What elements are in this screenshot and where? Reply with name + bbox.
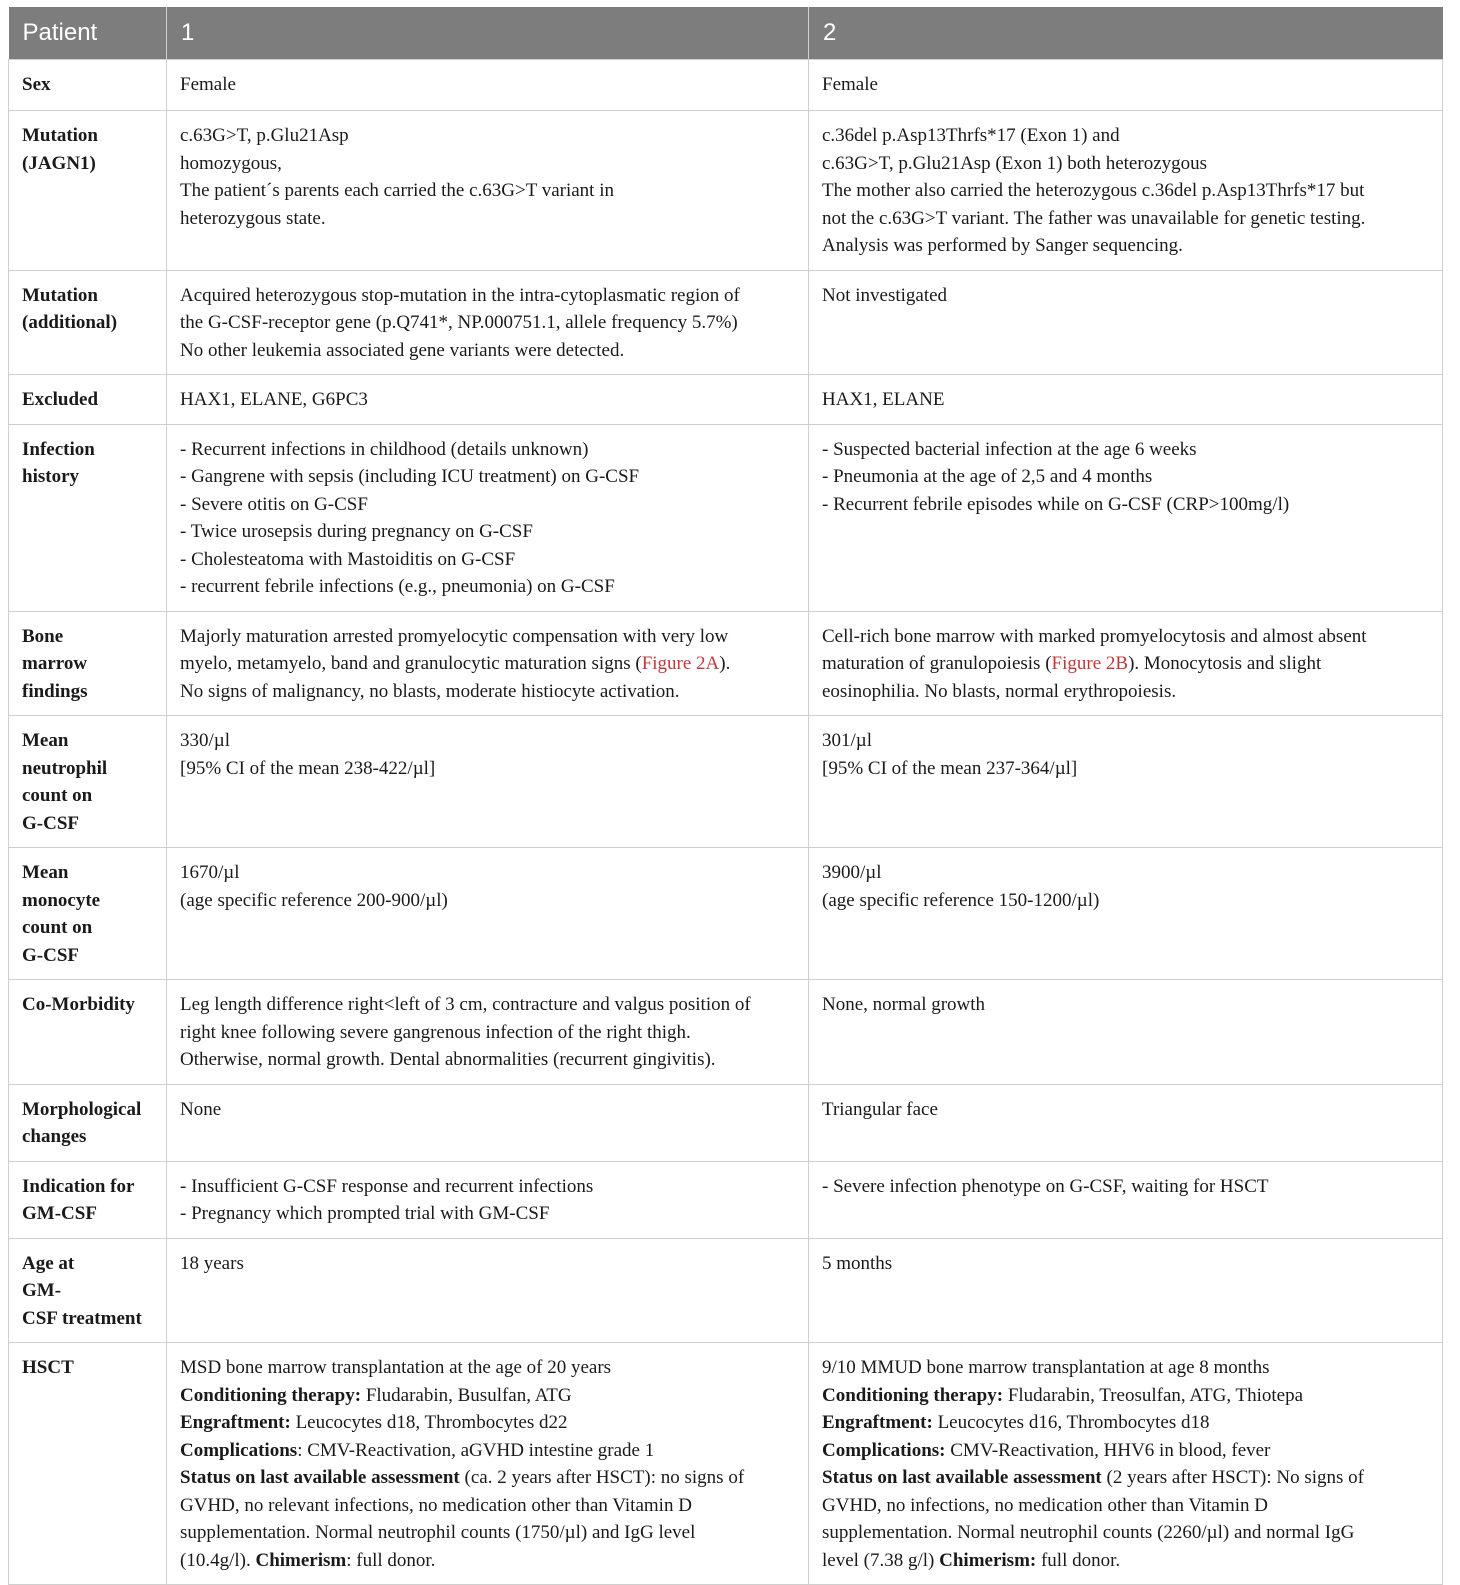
mutation-jagn1-p2 — [809, 111, 1443, 271]
header-patient-2: 2 — [809, 7, 1443, 60]
morphological-changes-p1: None — [167, 1084, 809, 1161]
text-fragment: (2 years after HSCT): No signs of — [1101, 1467, 1365, 1488]
row-neutrophil-count — [9, 716, 1443, 848]
mutation-jagn1-p1 — [167, 111, 809, 271]
text-line: The mother also carried the heterozygous c.36del p.Asp13Thrfs*17 but — [822, 180, 1365, 201]
label-monocyte-count — [9, 848, 167, 980]
row-morphological-changes — [9, 1084, 1443, 1161]
label-mutation-additional — [9, 270, 167, 375]
text-line — [180, 1437, 795, 1465]
label-line: (JAGN1) — [22, 152, 96, 174]
text-line: not the c.63G>T variant. The father was unavailable for genetic testing. — [822, 207, 1366, 229]
header-row — [9, 7, 1443, 60]
text-line — [180, 1382, 795, 1410]
figure-2b-link[interactable]: Figure 2B — [1051, 653, 1129, 674]
row-bone-marrow — [9, 611, 1443, 716]
sex-p1: Female — [167, 60, 809, 111]
text-line: - Pregnancy which prompted trial with GM-CSF — [180, 1203, 550, 1224]
morphological-changes-p2: Triangular face — [809, 1084, 1443, 1161]
text-line: GVHD, no relevant infections, no medication other than Vitamin D — [180, 1494, 692, 1516]
row-mutation-jagn1 — [9, 111, 1443, 271]
indication-p2: - Severe infection phenotype on G-CSF, waiting for HSCT — [809, 1161, 1443, 1238]
excluded-p2: HAX1, ELANE — [809, 375, 1443, 425]
label-line: Bone — [22, 625, 64, 647]
row-excluded — [9, 375, 1443, 425]
text-fragment: Fludarabin, Treosulfan, ATG, Thiotepa — [1003, 1384, 1303, 1406]
bone-marrow-p2 — [809, 611, 1443, 716]
text-line — [822, 650, 1429, 678]
indication-p1 — [167, 1161, 809, 1238]
text-fragment: maturation of granulopoiesis ( — [822, 653, 1052, 674]
text-line: 3900/µl — [822, 862, 882, 883]
neutrophil-count-p1 — [167, 716, 809, 848]
text-line — [180, 1464, 795, 1492]
text-line: Cell-rich bone marrow with marked promyelocytosis and almost absent — [822, 625, 1367, 647]
text-line: - Severe otitis on G-CSF — [180, 493, 368, 515]
label-line: changes — [22, 1126, 87, 1147]
label-mutation-jagn1 — [9, 111, 167, 271]
text-line: - Recurrent febrile episodes while on G-CSF (CRP>100mg/l) — [822, 493, 1290, 515]
text-fragment: (10.4g/l). — [180, 1549, 256, 1571]
text-fragment: : CMV-Reactivation, aGVHD intestine grade 1 — [297, 1439, 655, 1461]
label-line: G-CSF — [22, 944, 79, 966]
label-hsct: HSCT — [9, 1343, 167, 1585]
age-at-treatment-p1: 18 years — [167, 1238, 809, 1343]
label-line: GM- — [22, 1280, 62, 1301]
text-line: - Twice urosepsis during pregnancy on G-CSF — [180, 521, 533, 542]
label-line: GM-CSF — [22, 1203, 97, 1224]
text-fragment: Fludarabin, Busulfan, ATG — [361, 1384, 572, 1406]
text-fragment: : full donor. — [346, 1549, 436, 1571]
row-sex — [9, 60, 1443, 111]
text-line: 330/µl — [180, 730, 231, 751]
header-patient: Patient — [9, 7, 167, 60]
neutrophil-count-p2 — [809, 716, 1443, 848]
excluded-p1: HAX1, ELANE, G6PC3 — [167, 375, 809, 425]
text-fragment: ). Monocytosis and slight — [1128, 653, 1322, 674]
text-line: right knee following severe gangrenous infection of the right thigh. — [180, 1021, 691, 1043]
text-line: the G-CSF-receptor gene (p.Q741*, NP.000751.1, allele frequency 5.7%) — [180, 312, 738, 333]
key-complications: Complications — [180, 1439, 298, 1461]
label-line: monocyte — [22, 889, 101, 911]
text-line: - Suspected bacterial infection at the age 6 weeks — [822, 438, 1197, 460]
text-line — [822, 1547, 1429, 1575]
text-line: c.63G>T, p.Glu21Asp (Exon 1) both heterozygous — [822, 152, 1208, 174]
text-line: heterozygous state. — [180, 207, 326, 229]
figure-2a-link[interactable]: Figure 2A — [641, 653, 720, 674]
label-line: marrow — [22, 653, 88, 674]
text-line: c.63G>T, p.Glu21Asp — [180, 125, 349, 146]
co-morbidity-p2: None, normal growth — [809, 980, 1443, 1085]
text-line — [822, 1464, 1429, 1492]
label-line: history — [22, 466, 79, 487]
text-line: [95% CI of the mean 238-422/µl] — [180, 757, 436, 779]
text-fragment: full donor. — [1036, 1549, 1121, 1571]
label-line: Age at — [22, 1252, 75, 1274]
text-line: No other leukemia associated gene variants were detected. — [180, 339, 625, 361]
key-conditioning: Conditioning therapy: — [822, 1384, 1004, 1406]
text-line: [95% CI of the mean 237-364/µl] — [822, 757, 1078, 779]
key-engraftment: Engraftment: — [822, 1412, 933, 1433]
infection-history-p1 — [167, 424, 809, 611]
row-mutation-additional — [9, 270, 1443, 375]
label-line: Mutation — [22, 125, 98, 146]
text-line: homozygous, — [180, 152, 282, 174]
text-line — [822, 1382, 1429, 1410]
text-line: Leg length difference right<left of 3 cm, contracture and valgus position of — [180, 994, 751, 1015]
mutation-additional-p1 — [167, 270, 809, 375]
text-line: Analysis was performed by Sanger sequencing. — [822, 235, 1183, 256]
text-line — [822, 1409, 1429, 1437]
text-line: 301/µl — [822, 730, 873, 751]
text-line — [180, 650, 795, 678]
label-line: Infection — [22, 438, 95, 460]
key-complications: Complications: — [822, 1439, 946, 1461]
text-line: c.36del p.Asp13Thrfs*17 (Exon 1) and — [822, 125, 1120, 146]
label-line: Mean — [22, 730, 69, 751]
key-engraftment: Engraftment: — [180, 1412, 291, 1433]
label-infection-history — [9, 424, 167, 611]
key-conditioning: Conditioning therapy: — [180, 1384, 362, 1406]
infection-history-p2 — [809, 424, 1443, 611]
text-line: GVHD, no infections, no medication other than Vitamin D — [822, 1494, 1268, 1516]
text-fragment: CMV-Reactivation, HHV6 in blood, fever — [945, 1439, 1271, 1461]
text-line: - Pneumonia at the age of 2,5 and 4 months — [822, 466, 1153, 487]
patient-table — [8, 7, 1443, 1585]
text-line: (age specific reference 200-900/µl) — [180, 889, 448, 911]
co-morbidity-p1 — [167, 980, 809, 1085]
row-indication — [9, 1161, 1443, 1238]
key-status: Status on last available assessment — [180, 1467, 460, 1488]
label-line: count on — [22, 785, 93, 806]
text-line: - Cholesteatoma with Mastoiditis on G-CSF — [180, 548, 516, 570]
text-fragment: myelo, metamyelo, band and granulocytic maturation signs ( — [180, 653, 642, 674]
text-fragment: Leucocytes d16, Thrombocytes d18 — [932, 1412, 1210, 1433]
label-co-morbidity: Co-Morbidity — [9, 980, 167, 1085]
text-line: (age specific reference 150-1200/µl) — [822, 889, 1100, 911]
label-line: Indication for — [22, 1175, 135, 1197]
label-neutrophil-count — [9, 716, 167, 848]
table-container — [8, 7, 1442, 1585]
text-line: MSD bone marrow transplantation at the age of 20 years — [180, 1357, 612, 1378]
text-line: supplementation. Normal neutrophil counts (2260/µl) and normal IgG — [822, 1522, 1355, 1543]
text-line — [180, 1547, 795, 1575]
label-line: Mutation — [22, 284, 98, 306]
key-chimerism: Chimerism: — [939, 1549, 1037, 1571]
monocyte-count-p2 — [809, 848, 1443, 980]
text-line: - Recurrent infections in childhood (details unknown) — [180, 438, 589, 460]
row-infection-history — [9, 424, 1443, 611]
label-sex: Sex — [9, 60, 167, 111]
text-line: supplementation. Normal neutrophil counts (1750/µl) and IgG level — [180, 1522, 696, 1543]
text-line: The patient´s parents each carried the c.63G>T variant in — [180, 180, 614, 201]
text-fragment: level (7.38 g/l) — [822, 1549, 940, 1571]
label-bone-marrow — [9, 611, 167, 716]
label-morphological-changes — [9, 1084, 167, 1161]
label-line: findings — [22, 680, 88, 702]
label-line: G-CSF — [22, 812, 79, 834]
label-age-at-treatment — [9, 1238, 167, 1343]
hsct-p1 — [167, 1343, 809, 1585]
row-co-morbidity — [9, 980, 1443, 1085]
row-hsct — [9, 1343, 1443, 1585]
hsct-p2 — [809, 1343, 1443, 1585]
label-indication — [9, 1161, 167, 1238]
label-excluded: Excluded — [9, 375, 167, 425]
text-line: 9/10 MMUD bone marrow transplantation at age 8 months — [822, 1357, 1270, 1378]
text-fragment: (ca. 2 years after HSCT): no signs of — [459, 1467, 745, 1488]
label-line: Morphological — [22, 1098, 142, 1120]
row-age-at-treatment — [9, 1238, 1443, 1343]
text-line: Otherwise, normal growth. Dental abnormalities (recurrent gingivitis). — [180, 1049, 716, 1070]
bone-marrow-p1 — [167, 611, 809, 716]
text-line: 1670/µl — [180, 862, 240, 883]
row-monocyte-count — [9, 848, 1443, 980]
text-line: No signs of malignancy, no blasts, moderate histiocyte activation. — [180, 680, 680, 702]
text-line: - Insufficient G-CSF response and recurrent infections — [180, 1175, 594, 1197]
label-line: count on — [22, 917, 93, 938]
key-chimerism: Chimerism — [255, 1549, 347, 1571]
text-line: Majorly maturation arrested promyelocytic compensation with very low — [180, 625, 729, 647]
text-fragment: ). — [719, 653, 731, 674]
key-status: Status on last available assessment — [822, 1467, 1102, 1488]
label-line: (additional) — [22, 312, 118, 333]
monocyte-count-p1 — [167, 848, 809, 980]
mutation-additional-p2: Not investigated — [809, 270, 1443, 375]
text-line: - recurrent febrile infections (e.g., pneumonia) on G-CSF — [180, 576, 615, 597]
text-line: - Gangrene with sepsis (including ICU treatment) on G-CSF — [180, 466, 640, 487]
text-line — [180, 1409, 795, 1437]
header-patient-1: 1 — [167, 7, 809, 60]
label-line: CSF treatment — [22, 1307, 142, 1329]
label-line: neutrophil — [22, 757, 108, 779]
text-line — [822, 1437, 1429, 1465]
label-line: Mean — [22, 862, 69, 883]
text-line: eosinophilia. No blasts, normal erythropoiesis. — [822, 680, 1177, 702]
age-at-treatment-p2: 5 months — [809, 1238, 1443, 1343]
text-fragment: Leucocytes d18, Thrombocytes d22 — [290, 1412, 568, 1433]
text-line: Acquired heterozygous stop-mutation in the intra-cytoplasmatic region of — [180, 284, 740, 306]
sex-p2: Female — [809, 60, 1443, 111]
